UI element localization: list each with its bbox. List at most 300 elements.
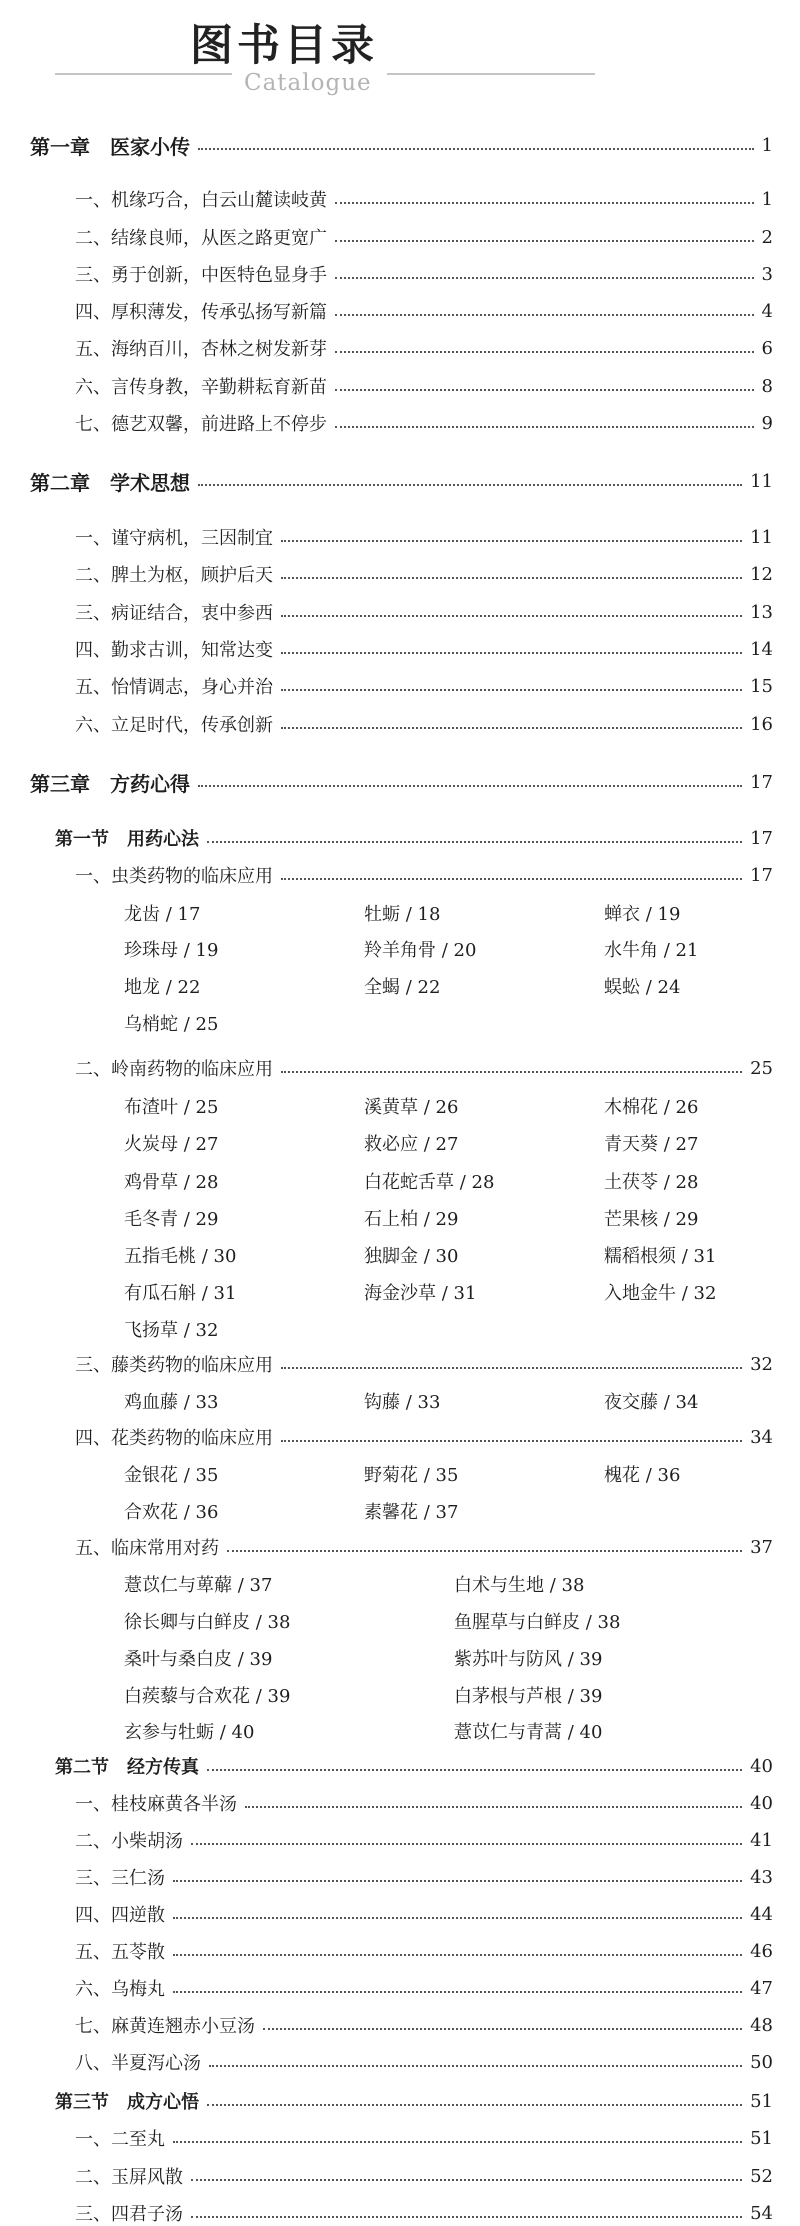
herb-name: 土茯苓: [604, 1172, 658, 1193]
herb-separator: /: [658, 940, 676, 961]
toc-entry-page: 11: [750, 470, 773, 492]
herb-entry[interactable]: [364, 1461, 458, 1487]
herb-separator: /: [400, 904, 418, 925]
toc-entry-label: 六、言传身教，辛勤耕耘育新苗: [75, 377, 327, 398]
toc-item-entry[interactable]: [75, 261, 773, 287]
toc-item-entry[interactable]: [75, 335, 773, 361]
toc-entry-label: 一、二至丸: [75, 2129, 165, 2150]
toc-entry-page: 14: [750, 638, 773, 660]
toc-entry-page: 40: [750, 1755, 773, 1777]
herb-name: 珍珠母: [124, 940, 178, 961]
herb-name: 龙齿: [124, 904, 160, 925]
toc-section-entry[interactable]: [55, 2088, 773, 2114]
herb-entry[interactable]: [124, 1010, 218, 1036]
toc-entry-label: 四、花类药物的临床应用: [75, 1428, 273, 1449]
toc-entry-page: 16: [750, 713, 773, 735]
herb-separator: /: [400, 977, 418, 998]
toc-item-entry[interactable]: [75, 1938, 773, 1964]
toc-entry-label: 二、岭南药物的临床应用: [75, 1059, 273, 1080]
dot-leader: [173, 1991, 742, 1993]
herb-page: 19: [657, 904, 681, 925]
herb-entry[interactable]: [604, 1242, 716, 1268]
herb-entry[interactable]: [454, 1682, 602, 1708]
toc-entry-label: 第一章 医家小传: [30, 134, 190, 159]
herb-entry[interactable]: [124, 1279, 236, 1305]
herb-name: 独脚金: [364, 1246, 418, 1267]
herb-name: 羚羊角骨: [364, 940, 436, 961]
toc-entry-page: 41: [750, 1829, 773, 1851]
toc-entry-label: 第三章 方药心得: [30, 771, 190, 796]
toc-item-entry[interactable]: [75, 1534, 773, 1560]
herb-name: 白蒺藜与合欢花: [124, 1686, 250, 1707]
herb-page: 30: [213, 1246, 237, 1267]
herb-page: 33: [417, 1392, 441, 1413]
herb-page: 31: [453, 1283, 477, 1304]
herb-separator: /: [676, 1283, 694, 1304]
dot-leader: [335, 351, 754, 353]
herb-page: 29: [195, 1209, 219, 1230]
toc-entry-label: 四、厚积薄发，传承弘扬写新篇: [75, 302, 327, 323]
herb-page: 30: [435, 1246, 459, 1267]
herb-entry[interactable]: [364, 973, 440, 999]
herb-page: 39: [249, 1649, 273, 1670]
herb-entry[interactable]: [364, 1242, 458, 1268]
herb-page: 32: [195, 1320, 219, 1341]
dot-leader: [191, 1843, 742, 1845]
herb-separator: /: [418, 1134, 436, 1155]
toc-item-entry[interactable]: [75, 673, 773, 699]
toc-item-entry[interactable]: [75, 373, 773, 399]
dot-leader: [281, 652, 742, 654]
herb-page: 25: [195, 1097, 219, 1118]
toc-entry-page: 34: [750, 1426, 773, 1448]
toc-item-entry[interactable]: [75, 1055, 773, 1081]
toc-entry-page: 9: [761, 412, 773, 434]
herb-separator: /: [454, 1172, 472, 1193]
herb-separator: /: [418, 1465, 436, 1486]
herb-page: 25: [195, 1014, 219, 1035]
herb-entry[interactable]: [124, 1388, 218, 1414]
toc-entry-label: 一、虫类药物的临床应用: [75, 866, 273, 887]
herb-separator: /: [160, 977, 178, 998]
toc-item-entry[interactable]: [75, 1424, 773, 1450]
herb-entry[interactable]: [364, 1205, 458, 1231]
herb-name: 合欢花: [124, 1502, 178, 1523]
herb-entry[interactable]: [364, 1498, 458, 1524]
herb-entry[interactable]: [364, 936, 476, 962]
toc-entry-page: 17: [750, 827, 773, 849]
herb-separator: /: [640, 977, 658, 998]
dot-leader: [281, 615, 742, 617]
herb-page: 40: [579, 1722, 603, 1743]
dot-leader: [198, 484, 742, 486]
herb-name: 鸡血藤: [124, 1392, 178, 1413]
herb-page: 22: [177, 977, 201, 998]
herb-separator: /: [178, 1465, 196, 1486]
toc-entry-label: 第一节 用药心法: [55, 829, 199, 850]
herb-entry[interactable]: [124, 1498, 218, 1524]
herb-separator: /: [562, 1722, 580, 1743]
toc-entry-page: 52: [750, 2165, 773, 2187]
toc-item-entry[interactable]: [75, 711, 773, 737]
dot-leader: [281, 577, 742, 579]
toc-item-entry[interactable]: [75, 1827, 773, 1853]
herb-separator: /: [178, 1172, 196, 1193]
toc-entry-page: 15: [750, 675, 773, 697]
dot-leader: [173, 1917, 742, 1919]
herb-separator: /: [580, 1612, 598, 1633]
toc-entry-page: 12: [750, 563, 773, 585]
herb-page: 26: [435, 1097, 459, 1118]
toc-entry-page: 2: [761, 226, 773, 248]
toc-item-entry[interactable]: [75, 1864, 773, 1890]
herb-name: 五指毛桃: [124, 1246, 196, 1267]
toc-item-entry[interactable]: [75, 186, 773, 212]
dot-leader: [191, 2179, 742, 2181]
toc-entry-page: 1: [761, 188, 773, 210]
herb-name: 入地金牛: [604, 1283, 676, 1304]
herb-name: 蝉衣: [604, 904, 640, 925]
dot-leader: [173, 2141, 742, 2143]
herb-name: 飞扬草: [124, 1320, 178, 1341]
dot-leader: [281, 878, 742, 880]
herb-name: 鸡骨草: [124, 1172, 178, 1193]
page-subtitle: Catalogue: [244, 70, 372, 96]
herb-separator: /: [232, 1575, 250, 1596]
toc-entry-label: 五、海纳百川，杏林之树发新芽: [75, 339, 327, 360]
herb-entry[interactable]: [124, 1316, 218, 1342]
toc-item-entry[interactable]: [75, 1975, 773, 2001]
toc-entry-page: 37: [750, 1536, 773, 1558]
herb-separator: /: [658, 1097, 676, 1118]
herb-page: 28: [675, 1172, 699, 1193]
herb-entry[interactable]: [124, 1461, 218, 1487]
herb-name: 钩藤: [364, 1392, 400, 1413]
herb-entry[interactable]: [124, 1682, 290, 1708]
toc-item-entry[interactable]: [75, 2049, 773, 2075]
toc-entry-label: 二、玉屏风散: [75, 2167, 183, 2188]
toc-item-entry[interactable]: [75, 298, 773, 324]
herb-name: 有瓜石斛: [124, 1283, 196, 1304]
dot-leader: [281, 1071, 742, 1073]
dot-leader: [281, 1440, 742, 1442]
herb-name: 乌梢蛇: [124, 1014, 178, 1035]
toc-entry-page: 13: [750, 601, 773, 623]
herb-entry[interactable]: [604, 936, 698, 962]
herb-separator: /: [658, 1209, 676, 1230]
herb-page: 29: [675, 1209, 699, 1230]
herb-entry[interactable]: [454, 1718, 602, 1744]
herb-entry[interactable]: [124, 936, 218, 962]
herb-entry[interactable]: [364, 1279, 476, 1305]
herb-entry[interactable]: [364, 1093, 458, 1119]
herb-separator: /: [418, 1097, 436, 1118]
herb-entry[interactable]: [604, 1388, 698, 1414]
toc-entry-page: 43: [750, 1866, 773, 1888]
toc-item-entry[interactable]: [75, 1790, 773, 1816]
herb-separator: /: [178, 1320, 196, 1341]
herb-separator: /: [178, 1502, 196, 1523]
herb-name: 地龙: [124, 977, 160, 998]
herb-name: 布渣叶: [124, 1097, 178, 1118]
herb-separator: /: [250, 1686, 268, 1707]
herb-name: 薏苡仁与萆薢: [124, 1575, 232, 1596]
dot-leader: [191, 2216, 742, 2218]
herb-separator: /: [160, 904, 178, 925]
dot-leader: [263, 2028, 742, 2030]
herb-entry[interactable]: [604, 1168, 698, 1194]
toc-entry-page: 1: [761, 134, 773, 156]
herb-name: 火炭母: [124, 1134, 178, 1155]
herb-page: 20: [453, 940, 477, 961]
dot-leader: [281, 689, 742, 691]
herb-page: 26: [675, 1097, 699, 1118]
herb-separator: /: [196, 1246, 214, 1267]
toc-item-entry[interactable]: [75, 636, 773, 662]
toc-entry-label: 一、谨守病机，三因制宜: [75, 528, 273, 549]
toc-entry-page: 17: [750, 771, 773, 793]
toc-entry-page: 4: [761, 300, 773, 322]
toc-entry-page: 44: [750, 1903, 773, 1925]
toc-entry-label: 八、半夏泻心汤: [75, 2053, 201, 2074]
herb-entry[interactable]: [364, 1130, 458, 1156]
toc-entry-label: 四、四逆散: [75, 1905, 165, 1926]
herb-entry[interactable]: [124, 1168, 218, 1194]
toc-entry-page: 47: [750, 1977, 773, 1999]
herb-name: 金银花: [124, 1465, 178, 1486]
toc-entry-label: 五、五苓散: [75, 1942, 165, 1963]
herb-name: 水牛角: [604, 940, 658, 961]
toc-item-entry[interactable]: [75, 1901, 773, 1927]
herb-entry[interactable]: [124, 1242, 236, 1268]
toc-section-entry[interactable]: [55, 825, 773, 851]
herb-page: 35: [195, 1465, 219, 1486]
dot-leader: [335, 314, 754, 316]
toc-entry-label: 六、乌梅丸: [75, 1979, 165, 2000]
herb-page: 31: [213, 1283, 237, 1304]
toc-entry-label: 二、脾土为枢，顾护后天: [75, 565, 273, 586]
toc-entry-label: 一、机缘巧合，白云山麓读岐黄: [75, 190, 327, 211]
herb-entry[interactable]: [364, 900, 440, 926]
herb-separator: /: [196, 1283, 214, 1304]
catalogue-header: [0, 0, 800, 100]
herb-entry[interactable]: [604, 973, 680, 999]
toc-entry-page: 46: [750, 1940, 773, 1962]
toc-entry-label: 三、勇于创新，中医特色显身手: [75, 265, 327, 286]
dot-leader: [198, 785, 742, 787]
herb-name: 玄参与牡蛎: [124, 1722, 214, 1743]
herb-name: 桑叶与桑白皮: [124, 1649, 232, 1670]
herb-separator: /: [562, 1649, 580, 1670]
dot-leader: [281, 727, 742, 729]
toc-entry-label: 二、结缘良师，从医之路更宽广: [75, 228, 327, 249]
toc-entry-page: 17: [750, 864, 773, 886]
herb-separator: /: [544, 1575, 562, 1596]
herb-entry[interactable]: [604, 1279, 716, 1305]
toc-entry-page: 32: [750, 1353, 773, 1375]
herb-separator: /: [178, 1134, 196, 1155]
toc-entry-page: 51: [750, 2090, 773, 2112]
herb-name: 白术与生地: [454, 1575, 544, 1596]
herb-entry[interactable]: [124, 900, 200, 926]
herb-separator: /: [640, 1465, 658, 1486]
herb-page: 21: [675, 940, 699, 961]
toc-entry-label: 七、麻黄连翘赤小豆汤: [75, 2016, 255, 2037]
toc-entry-page: 11: [750, 526, 773, 548]
toc-item-entry[interactable]: [75, 2163, 773, 2189]
herb-name: 蜈蚣: [604, 977, 640, 998]
toc-entry-label: 三、四君子汤: [75, 2204, 183, 2225]
toc-entry-label: 四、勤求古训，知常达变: [75, 640, 273, 661]
toc-section-entry[interactable]: [55, 1753, 773, 1779]
herb-separator: /: [232, 1649, 250, 1670]
toc-entry-label: 三、病证结合，衷中参西: [75, 603, 273, 624]
toc-entry-page: 50: [750, 2051, 773, 2073]
herb-entry[interactable]: [364, 1388, 440, 1414]
herb-name: 槐花: [604, 1465, 640, 1486]
toc-item-entry[interactable]: [75, 410, 773, 436]
herb-separator: /: [178, 940, 196, 961]
herb-entry[interactable]: [604, 900, 680, 926]
herb-page: 39: [579, 1649, 603, 1670]
dot-leader: [198, 148, 754, 150]
herb-entry[interactable]: [124, 1130, 218, 1156]
toc-entry-label: 二、小柴胡汤: [75, 1831, 183, 1852]
herb-page: 17: [177, 904, 201, 925]
toc-entry-page: 8: [761, 375, 773, 397]
herb-entry[interactable]: [604, 1093, 698, 1119]
herb-name: 救必应: [364, 1134, 418, 1155]
herb-name: 夜交藤: [604, 1392, 658, 1413]
toc-entry-page: 3: [761, 263, 773, 285]
toc-entry-label: 第三节 成方心悟: [55, 2092, 199, 2113]
toc-entry-label: 第二节 经方传真: [55, 1757, 199, 1778]
herb-entry[interactable]: [454, 1608, 620, 1634]
dot-leader: [207, 841, 742, 843]
toc-entry-label: 三、三仁汤: [75, 1868, 165, 1889]
herb-separator: /: [418, 1502, 436, 1523]
herb-page: 27: [675, 1134, 699, 1155]
herb-page: 28: [471, 1172, 495, 1193]
herb-separator: /: [658, 1392, 676, 1413]
toc-chapter-entry[interactable]: [30, 132, 773, 158]
herb-page: 36: [195, 1502, 219, 1523]
herb-entry[interactable]: [124, 1718, 254, 1744]
toc-item-entry[interactable]: [75, 524, 773, 550]
herb-name: 薏苡仁与青蒿: [454, 1722, 562, 1743]
toc-entry-page: 54: [750, 2202, 773, 2224]
herb-name: 白花蛇舌草: [364, 1172, 454, 1193]
herb-separator: /: [178, 1209, 196, 1230]
herb-page: 31: [693, 1246, 717, 1267]
dot-leader: [227, 1550, 742, 1552]
dot-leader: [207, 1769, 742, 1771]
herb-name: 毛冬青: [124, 1209, 178, 1230]
herb-page: 19: [195, 940, 219, 961]
herb-entry[interactable]: [124, 1093, 218, 1119]
herb-separator: /: [562, 1686, 580, 1707]
toc-entry-label: 三、藤类药物的临床应用: [75, 1355, 273, 1376]
herb-separator: /: [250, 1612, 268, 1633]
herb-name: 牡蛎: [364, 904, 400, 925]
toc-item-entry[interactable]: [75, 599, 773, 625]
herb-page: 37: [435, 1502, 459, 1523]
herb-name: 野菊花: [364, 1465, 418, 1486]
herb-entry[interactable]: [124, 973, 200, 999]
toc-item-entry[interactable]: [75, 2012, 773, 2038]
toc-entry-page: 48: [750, 2014, 773, 2036]
herb-entry[interactable]: [124, 1205, 218, 1231]
herb-page: 28: [195, 1172, 219, 1193]
dot-leader: [335, 389, 754, 391]
toc-item-entry[interactable]: [75, 2200, 773, 2226]
herb-entry[interactable]: [604, 1130, 698, 1156]
herb-separator: /: [436, 940, 454, 961]
herb-separator: /: [178, 1097, 196, 1118]
herb-entry[interactable]: [124, 1571, 272, 1597]
herb-page: 39: [267, 1686, 291, 1707]
herb-separator: /: [640, 904, 658, 925]
herb-name: 白茅根与芦根: [454, 1686, 562, 1707]
herb-name: 青天葵: [604, 1134, 658, 1155]
toc-entry-page: 6: [761, 337, 773, 359]
toc-chapter-entry[interactable]: [30, 769, 773, 795]
toc-item-entry[interactable]: [75, 1351, 773, 1377]
toc-item-entry[interactable]: [75, 561, 773, 587]
herb-page: 37: [249, 1575, 273, 1596]
toc-item-entry[interactable]: [75, 2125, 773, 2151]
herb-name: 木棉花: [604, 1097, 658, 1118]
herb-separator: /: [658, 1172, 676, 1193]
herb-entry[interactable]: [454, 1571, 584, 1597]
herb-page: 38: [267, 1612, 291, 1633]
herb-page: 35: [435, 1465, 459, 1486]
herb-page: 27: [435, 1134, 459, 1155]
herb-page: 22: [417, 977, 441, 998]
herb-separator: /: [214, 1722, 232, 1743]
herb-entry[interactable]: [604, 1461, 680, 1487]
herb-name: 全蝎: [364, 977, 400, 998]
herb-name: 溪黄草: [364, 1097, 418, 1118]
herb-name: 海金沙草: [364, 1283, 436, 1304]
herb-page: 32: [693, 1283, 717, 1304]
herb-entry[interactable]: [124, 1645, 272, 1671]
toc-entry-label: 六、立足时代，传承创新: [75, 715, 273, 736]
toc-entry-label: 五、怡情调志，身心并治: [75, 677, 273, 698]
herb-entry[interactable]: [364, 1168, 494, 1194]
herb-page: 24: [657, 977, 681, 998]
dot-leader: [245, 1806, 742, 1808]
herb-entry[interactable]: [604, 1205, 698, 1231]
herb-page: 38: [597, 1612, 621, 1633]
herb-entry[interactable]: [454, 1645, 602, 1671]
toc-item-entry[interactable]: [75, 224, 773, 250]
herb-separator: /: [400, 1392, 418, 1413]
toc-entry-page: 40: [750, 1792, 773, 1814]
page-title: 图书目录: [190, 21, 378, 71]
dot-leader: [173, 1954, 742, 1956]
toc-entry-label: 五、临床常用对药: [75, 1538, 219, 1559]
herb-page: 27: [195, 1134, 219, 1155]
herb-name: 芒果核: [604, 1209, 658, 1230]
herb-name: 鱼腥草与白鲜皮: [454, 1612, 580, 1633]
toc-item-entry[interactable]: [75, 862, 773, 888]
dot-leader: [173, 1880, 742, 1882]
herb-entry[interactable]: [124, 1608, 290, 1634]
toc-chapter-entry[interactable]: [30, 468, 773, 494]
dot-leader: [335, 202, 754, 204]
herb-separator: /: [436, 1283, 454, 1304]
